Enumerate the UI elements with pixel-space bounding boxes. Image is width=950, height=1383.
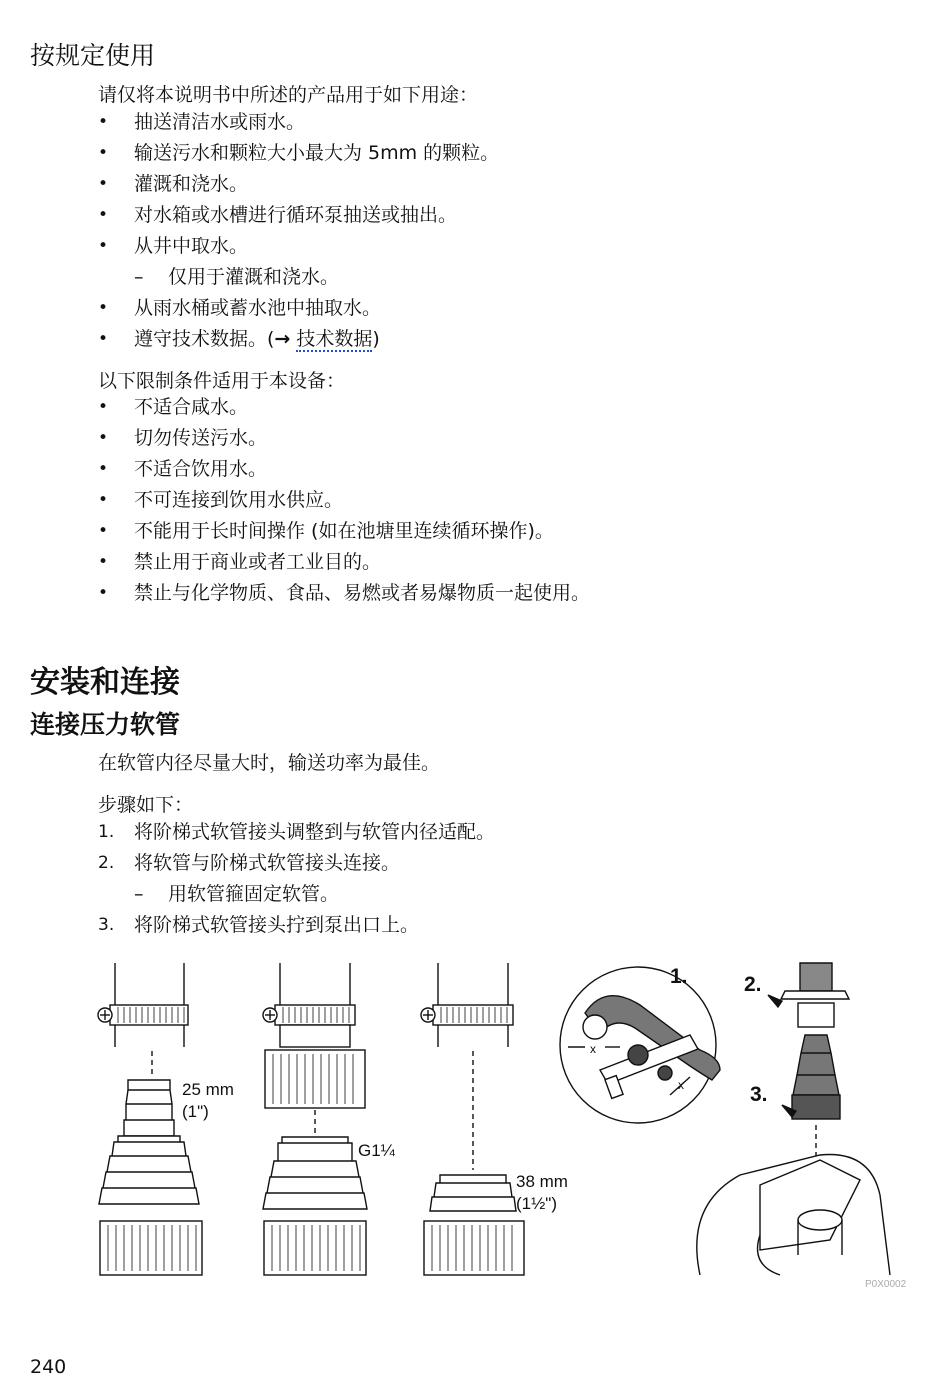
dash-icon: –: [134, 266, 144, 288]
arrow-step-2-icon: [768, 995, 782, 1007]
subsection-title-pressure-hose: 连接压力软管: [30, 710, 181, 739]
section-title-intended-use: 按规定使用: [30, 41, 156, 70]
tech-data-link[interactable]: 技术数据: [296, 328, 373, 350]
intended-use-list: [98, 107, 918, 355]
list-item: • 从雨水桶或蓄水池中抽取水。: [98, 293, 918, 324]
label-step-3: 3.: [750, 1083, 768, 1106]
label-38mm-inch: (1½"): [516, 1194, 557, 1213]
list-item: • 不适合咸水。: [98, 392, 918, 423]
step-item: 3. 将阶梯式软管接头拧到泵出口上。: [98, 914, 420, 936]
list-item: • 不适合饮用水。: [98, 454, 918, 485]
installation-note: 在软管内径尽量大时，输送功率为最佳。: [98, 752, 441, 774]
hose-adapter-38mm-drawing: [421, 963, 524, 1275]
bullet-icon: •: [98, 490, 109, 510]
label-x-2: x: [678, 1078, 684, 1092]
arrow-right-icon: →: [274, 328, 291, 350]
label-25mm: 25 mm: [182, 1080, 234, 1099]
bullet-icon: •: [98, 521, 109, 541]
intended-use-intro: 请仅将本说明书中所述的产品用于如下用途：: [98, 84, 479, 106]
label-x-1: x: [590, 1042, 596, 1056]
steps-intro: 步骤如下：: [98, 794, 194, 816]
list-item: • 不可连接到饮用水供应。: [98, 485, 918, 516]
dash-icon: –: [134, 883, 144, 905]
bullet-icon: •: [98, 583, 109, 603]
list-item: • 抽送清洁水或雨水。: [98, 107, 918, 138]
restrictions-intro: 以下限制条件适用于本设备：: [98, 370, 346, 392]
sub-step-item: – 用软管箍固定软管。: [98, 879, 918, 910]
step-item: 2. 将软管与阶梯式软管接头连接。: [98, 852, 401, 874]
list-item: • 切勿传送污水。: [98, 423, 918, 454]
list-item: • 输送污水和颗粒大小最大为 5mm 的颗粒。: [98, 138, 918, 169]
label-25mm-inch: (1"): [182, 1102, 209, 1121]
label-g114: G1¼: [358, 1141, 395, 1160]
label-step-1: 1.: [670, 965, 688, 988]
list-item: • 禁止与化学物质、食品、易燃或者易爆物质一起使用。: [98, 578, 918, 609]
list-item: • 灌溉和浇水。: [98, 169, 918, 200]
step-item: 1. 将阶梯式软管接头调整到与软管内径适配。: [98, 821, 496, 843]
bullet-icon: •: [98, 112, 109, 132]
installation-steps: [98, 817, 918, 941]
bullet-icon: •: [98, 298, 109, 318]
bullet-icon: •: [98, 236, 109, 256]
bullet-icon: •: [98, 428, 109, 448]
hose-adapter-g114-drawing: [263, 963, 367, 1275]
list-item: • 禁止用于商业或者工业目的。: [98, 547, 918, 578]
list-item: • 不能用于长时间操作 (如在池塘里连续循环操作)。: [98, 516, 918, 547]
bullet-icon: •: [98, 397, 109, 417]
bullet-icon: •: [98, 143, 109, 163]
section-title-installation: 安装和连接: [30, 665, 180, 700]
list-item-tech-data: • 遵守技术数据。(→ 技术数据): [98, 324, 918, 355]
pump-assembly-drawing: [697, 963, 890, 1275]
bullet-icon: •: [98, 329, 109, 349]
hose-connection-figure: [60, 955, 920, 1295]
figure-code: P0X0002: [865, 1279, 907, 1290]
list-item: • 对水箱或水槽进行循环泵抽送或抽出。: [98, 200, 918, 231]
label-38mm: 38 mm: [516, 1172, 568, 1191]
page-number: 240: [30, 1356, 67, 1378]
restrictions-list: [98, 392, 918, 609]
bullet-icon: •: [98, 552, 109, 572]
detail-circle-drawing: [560, 967, 720, 1123]
bullet-icon: •: [98, 174, 109, 194]
label-step-2: 2.: [744, 973, 762, 996]
bullet-icon: •: [98, 205, 109, 225]
sub-list-item: – 仅用于灌溉和浇水。: [98, 262, 918, 293]
bullet-icon: •: [98, 459, 109, 479]
list-item: • 从井中取水。: [98, 231, 918, 262]
